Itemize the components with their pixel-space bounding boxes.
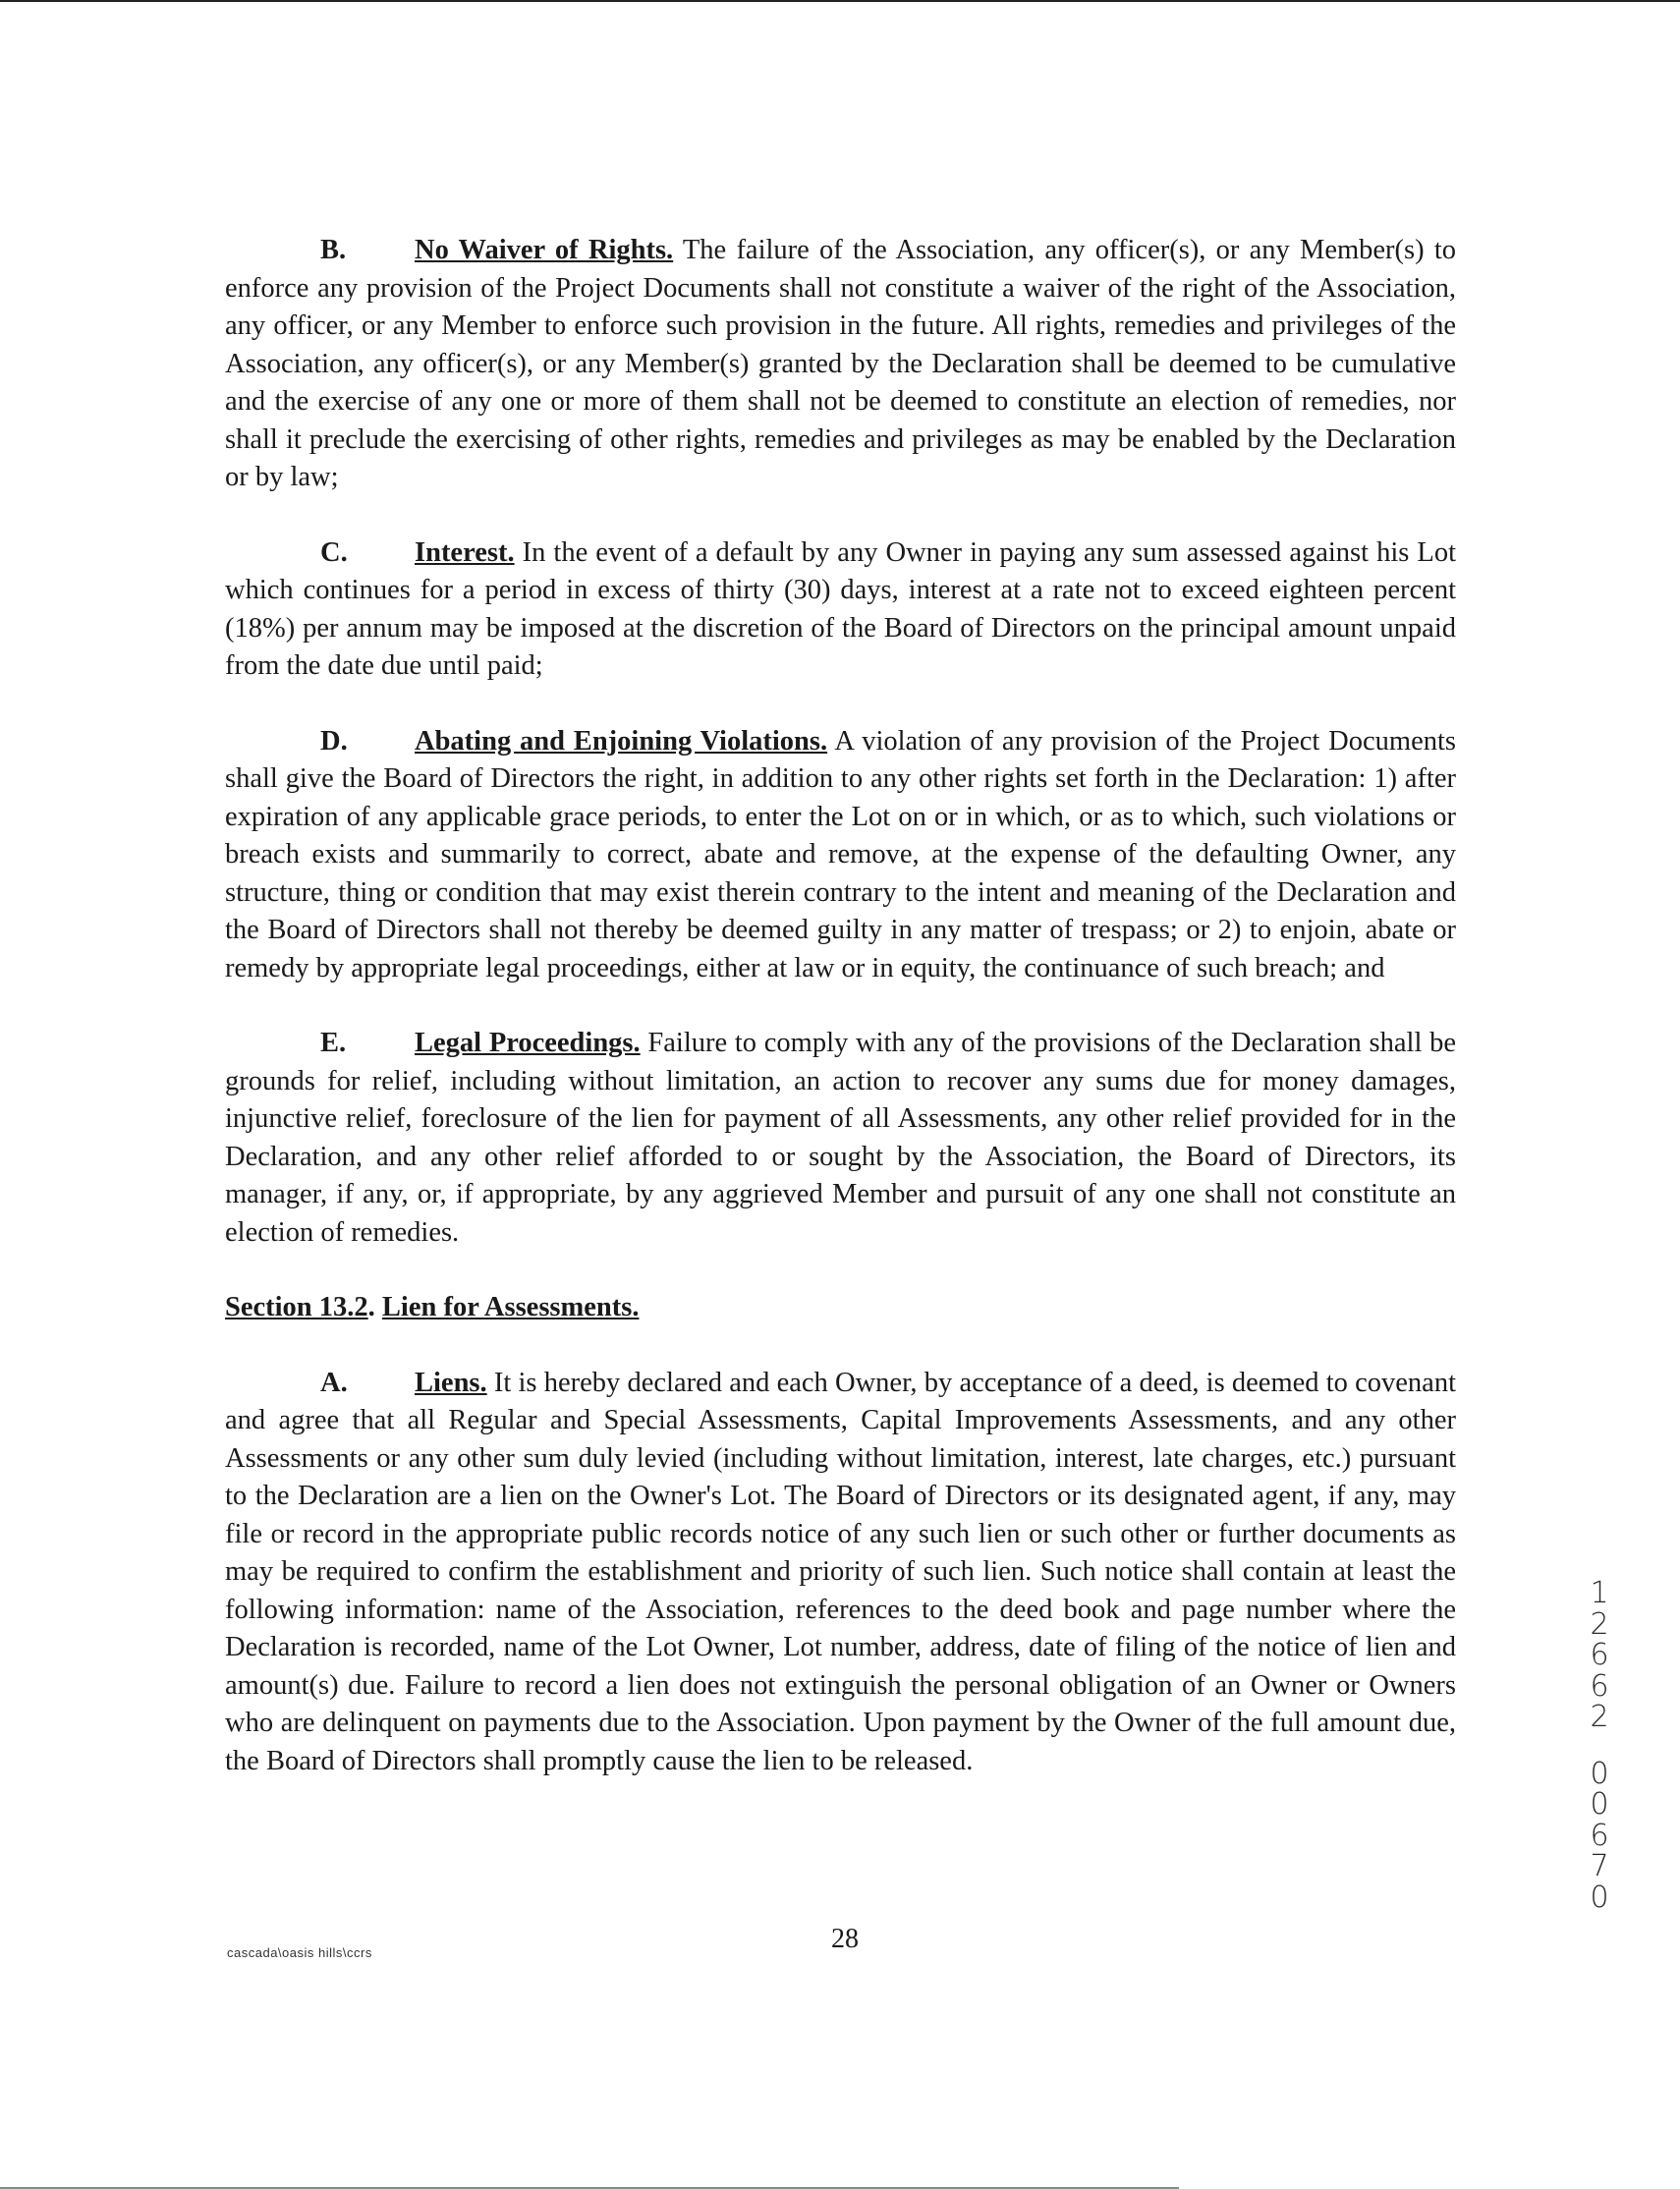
- footer-file-path: cascada\oasis hills\ccrs: [227, 1945, 372, 1960]
- paragraph-text: A violation of any provision of the Project Documents shall give the Board of Directors the right, in addition to any other rights set forth in the Declaration: 1) after expiration of any applicable grace periods, to enter the Lot on or in which, or as to which, such violations or breach exists and summarily to correct, abate and remove, at the expense of the defaulting Owner, any structure, thing or condition that may exist therein contrary to the intent and meaning of the Declaration and the Board of Directors shall not thereby be deemed guilty in any matter of trespass; or 2) to enjoin, abate or remedy by appropriate legal proceedings, either at law or in equity, the continuance of such breach; and: [225, 725, 1456, 983]
- paragraph-label: D.: [320, 725, 348, 757]
- paragraph-label: B.: [320, 235, 347, 265]
- stamp-digit: 1: [1590, 1576, 1609, 1610]
- section-separator: .: [367, 1292, 382, 1322]
- section-title: Lien for Assessments.: [381, 1292, 640, 1322]
- stamp-digit: 7: [1590, 1849, 1609, 1883]
- paragraph-b: [225, 232, 1456, 497]
- paragraph-label: E.: [320, 1028, 347, 1058]
- scan-top-edge: [0, 0, 1680, 2]
- paragraph-heading: No Waiver of Rights.: [415, 235, 674, 265]
- stamp-gap: [1580, 1733, 1619, 1759]
- paragraph-c: [225, 534, 1456, 686]
- side-recording-stamp: [1580, 1578, 1619, 1913]
- section-number: Section 13.2: [225, 1292, 368, 1322]
- paragraph-d: [225, 723, 1456, 988]
- paragraph-label: A.: [320, 1367, 348, 1398]
- paragraph-heading: Liens.: [415, 1367, 487, 1398]
- stamp-digit: 2: [1590, 1700, 1609, 1734]
- stamp-digit: 0: [1590, 1787, 1609, 1822]
- stamp-digit: 6: [1590, 1818, 1609, 1853]
- stamp-digit: 6: [1590, 1638, 1609, 1672]
- paragraph-text: It is hereby declared and each Owner, by acceptance of a deed, is deemed to covenant and agree that all Regular and Special Assessments, Capital Improvements Assessments, and any other Assessments or any other sum duly levied (including without limitation, interest, late charges, etc.) pursuant to the Declaration are a lien on the Owner's Lot. The Board of Directors or its designated agent, if any, may file or record in the appropriate public records notice of any such lien or such other or further documents as may be required to confirm the establishment and priority of such lien. Such notice shall contain at least the following information: name of the Association, references to the deed book and page number where the Declaration is recorded, name of the Lot Owner, Lot number, address, date of filing of the notice of lien and amount(s) due. Failure to record a lien does not extinguish the personal obligation of an Owner or Owners who are delinquent on payments due to the Association. Upon payment by the Owner of the full amount due, the Board of Directors shall promptly cause the lien to be released.: [225, 1367, 1456, 1776]
- paragraph-heading: Interest.: [415, 536, 515, 568]
- paragraph-e: [225, 1025, 1456, 1252]
- paragraph-label: C.: [320, 536, 348, 568]
- section-heading: [225, 1289, 1456, 1327]
- paragraph-text: Failure to comply with any of the provisions of the Declaration shall be grounds for relief, including without limitation, an action to recover any sums due for money damages, injunctive relief, foreclosure of the lien for payment of all Assessments, any other relief provided for in the Declaration, and any other relief afforded to or sought by the Association, the Board of Directors, its manager, if any, or, if appropriate, by any aggrieved Member and pursuit of any one shall not constitute an election of remedies.: [225, 1028, 1457, 1248]
- document-body: [225, 232, 1456, 1818]
- paragraph-heading: Abating and Enjoining Violations.: [415, 725, 828, 757]
- paragraph-a-liens: [225, 1365, 1456, 1781]
- stamp-digit: 0: [1590, 1756, 1609, 1791]
- stamp-digit: 6: [1590, 1668, 1609, 1704]
- stamp-digit: 0: [1590, 1880, 1609, 1915]
- paragraph-text: The failure of the Association, any officer(s), or any Member(s) to enforce any provision of the Project Documents shall not constitute a waiver of the right of the Association, any officer, or any Member to enforce such provision in the future. All rights, remedies and privileges of the Association, any officer(s), or any Member(s) granted by the Declaration shall be deemed to be cumulative and the exercise of any one or more of them shall not be deemed to constitute an election of remedies, nor shall it preclude the exercising of other rights, remedies and privileges as may be enabled by the Declaration or by law;: [225, 235, 1456, 492]
- paragraph-heading: Legal Proceedings.: [415, 1028, 641, 1058]
- paragraph-text: In the event of a default by any Owner in paying any sum assessed against his Lot which continues for a period in excess of thirty (30) days, interest at a rate not to exceed eighteen percent (18%) per annum may be imposed at the discretion of the Board of Directors on the principal amount unpaid from the date due until paid;: [225, 536, 1456, 681]
- page-number: 28: [831, 1924, 859, 1954]
- stamp-digit: 2: [1590, 1606, 1609, 1642]
